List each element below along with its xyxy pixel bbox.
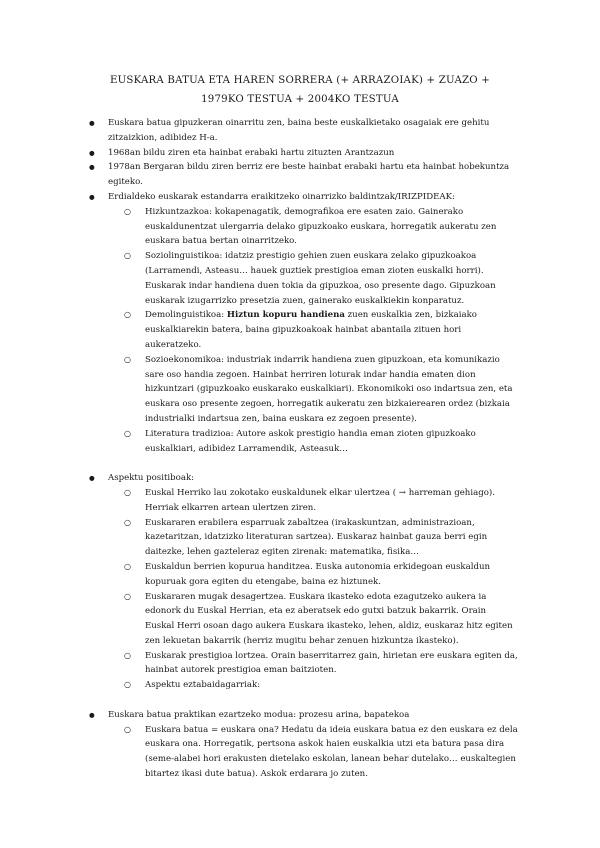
sub-list-item: ○ Soziolinguistikoa: idatziz prestigio gehien zuen euskara zelako gipuzkoakoa (Larramendi, Asteasu… hauek guztiek prestigioa eman zioten euskalki horri). Euskarak indar handiena duen tokia da gipuzkoa, oso presente dago. Gipuzkoan euskarak izugarrizko presetzia zuen, gainerako euskalkiekin konparatuz. [108,249,518,308]
list-item: ● 1978an Bergaran bildu ziren berriz ere beste hainbat erabaki hartu eta hainbat hobekuntza egiteko. [0,160,600,190]
sub-list-item: ○ Euskaldun berrien kopurua handitzea. Euska autonomia erkidegoan euskaldun kopuruak gora egiten du etengabe, baina ez hiztunek. [108,560,518,590]
aspektu-sublist [108,486,518,693]
sub-item-text: zuen euskalkia zen, bizkaiako euskalkiarekin batera, baina gipuzkoakoak hainbat abantaila zituen hori aukeratzeko. [145,310,477,350]
list-item: ● 1968an bildu ziren eta hainbat erabaki hartu zituzten Arantzazun [0,146,600,161]
sub-list-item: ○ Euskarak prestigioa lortzea. Orain baserritarrez gain, hirietan ere euskara egiten da, hainbat autorek prestigioa eman baitzioten. [108,649,518,679]
spacer [108,456,518,471]
sub-list-item: ○ Literatura tradizioa: Autore askok prestigio handia eman zioten gipuzkoako euskalkiari, adibidez Larramendik, Asteasuk… [108,427,518,457]
sub-list-item: ○ Euskararen erabilera esparruak zabaltzea (irakaskuntzan, administrazioan, kazetaritzan, idatzizko literaturan sartzea). Euskaraz hainbat gauza berri egin daitezke, lehen gazteleraz egiten zirenak: matematika, fisika… [108,516,518,560]
irizpideak-label: Erdialdeko euskarak estandarra eraikitzeko oinarrizko baldintzak/IRIZPIDEAK: [108,191,455,202]
praktika-label: Euskara batua praktikan ezartzeko modua: prozesu arina, bapatekoa [108,709,410,720]
page-title: EUSKARA BATUA ETA HAREN SORRERA (+ ARRAZOIAK) + ZUAZO + 1979KO TESTUA + 2004KO TESTUA [109,75,491,105]
aspektu-label: Aspektu positiboak: [108,473,195,484]
spacer [108,693,518,708]
sub-item-text: Demolinguistikoa: [145,310,227,321]
sub-list-item: ○ Euskara batua = euskara ona? Hedatu da ideia euskara batua ez den euskara ez dela euskara ona. Horregatik, pertsona askok haien euskalkia utzi eta batura pasa dira (seme-alabei hori erakusten dietelako eskolan, lanean behar dutelako… euskaltegien bitartez ikasi dute batua). Askok erdarara jo zuten. [108,723,518,782]
sub-list-item: ○ Euskal Herriko lau zokotako euskaldunek elkar ulertzea ( → harreman gehiago). Herriak elkarren artean ulertzen ziren. [108,486,518,516]
bold-phrase: Hiztun kopuru handiena [226,310,345,321]
main-bullet-list [0,116,600,782]
sub-list-item: ○ Aspektu eztabaidagarriak: [108,678,518,693]
sub-list-item: ○ Euskararen mugak desagertzea. Euskara ikasteko edota ezagutzeko aukera ia edonork du Euskal Herrian, eta ez aberatsek edo gutxi batzuk bakarrik. Orain Euskal Herri osoan dago aukera Euskara ikasteko, lehen, aldiz, euskaraz hitz egiten zen lekuetan bakarrik (herriz mugitu behar zenuen hizkuntza ikasteko). [108,590,518,649]
sub-list-item [108,308,518,352]
praktika-sublist [108,723,518,782]
list-item-irizpideak [0,190,600,471]
sub-list-item: ○ Sozioekonomikoa: industriak indarrik handiena zuen gipuzkoan, eta komunikazio sare oso handia zegoen. Hainbat herriren loturak indar handia ematen dion hizkuntzari (gipuzkoako euskarako euskalkiari). Ekonomikoki oso indartsua zen, eta euskara oso presente zegoen, horregatik aukeratu zen bizkaierearen ordez (bizkaia industrialki indartsua zen, baina euskara ez zegoen presente). [108,353,518,427]
sub-list-item: ○ Hizkuntzazkoa: kokapenagatik, demografikoa ere esaten zaio. Gainerako euskaldunentzat ulergarria delako gipuzkoako euskara, horregatik aukeratu zen euskara batua bertan oinarritzeko. [108,205,518,249]
irizpideak-sublist [108,205,518,457]
list-item-aspektu [0,471,600,708]
list-item-praktika [0,708,600,782]
document-body [0,116,600,782]
list-item: ● Euskara batua gipuzkeran oinarritu zen, baina beste euskalkietako osagaiak ere gehitu zitzaizkion, adibidez H-a. [0,116,600,146]
